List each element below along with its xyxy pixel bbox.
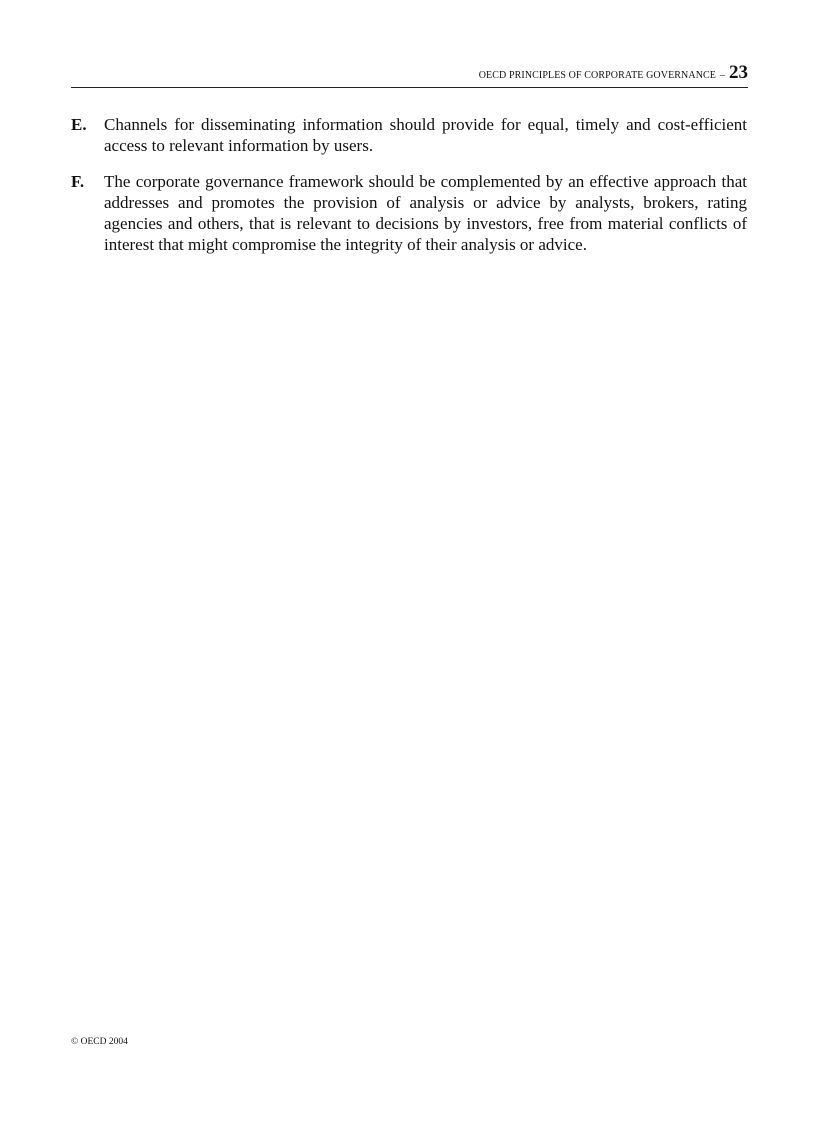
running-header-separator: – (720, 70, 725, 81)
copyright-footer: © OECD 2004 (71, 1037, 128, 1047)
item-letter: F. (71, 172, 85, 191)
principle-item-e (71, 114, 747, 156)
item-text: The corporate governance framework should be complemented by an effective approach that addresses and promotes the provision of analysis or advice by analysts, brokers, rating agencies and others, that is relevant to decisions by investors, free from material conflicts of interest that might compromise the integrity of their analysis or advice. (104, 172, 747, 254)
item-letter: E. (71, 115, 87, 134)
page-content (71, 114, 747, 270)
principle-item-f (71, 171, 747, 255)
page-number: 23 (729, 62, 748, 83)
running-header-title: OECD PRINCIPLES OF CORPORATE GOVERNANCE (478, 70, 716, 81)
page-header (71, 62, 748, 88)
item-text: Channels for disseminating information should provide for equal, timely and cost-efficient access to relevant information by users. (104, 115, 747, 155)
